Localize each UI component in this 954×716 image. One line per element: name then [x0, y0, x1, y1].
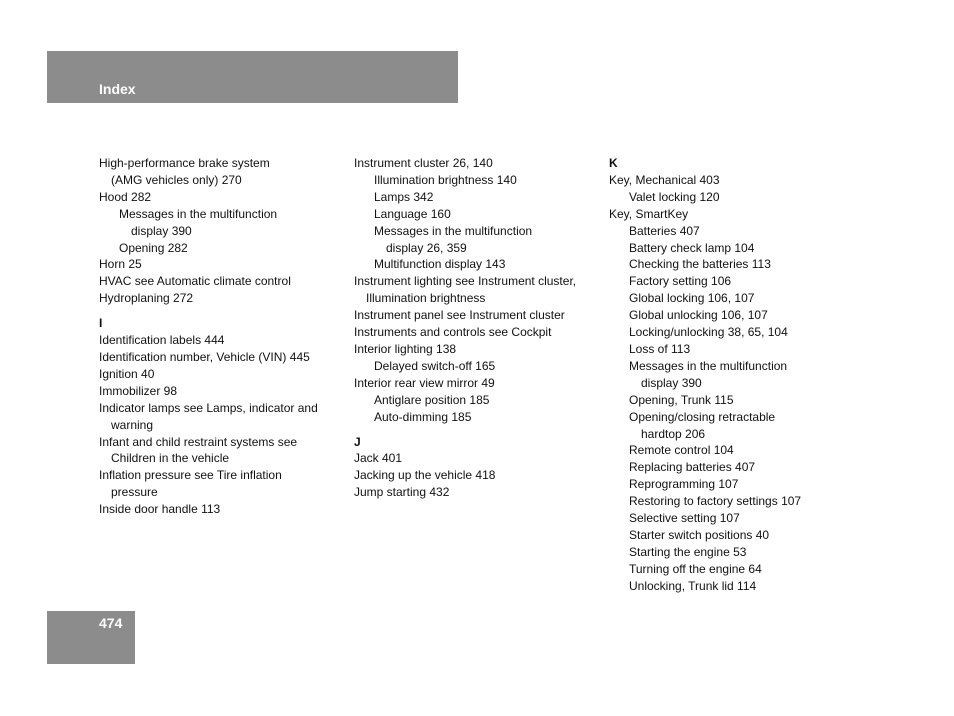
index-entry: Checking the batteries 113: [629, 257, 771, 272]
index-entry: Batteries 407: [629, 223, 700, 238]
index-entry: Remote control 104: [629, 443, 734, 458]
index-entry: Opening, Trunk 115: [629, 392, 734, 407]
page-title: Index: [99, 81, 136, 97]
index-entry: Immobilizer 98: [99, 383, 178, 398]
index-entry: Language 160: [374, 206, 451, 221]
index-entry: Reprogramming 107: [629, 477, 739, 492]
index-entry: Children in the vehicle: [111, 451, 230, 466]
index-entry: Opening/closing retractable: [629, 409, 776, 424]
index-entry: Illumination brightness: [366, 291, 486, 306]
index-entry: Starting the engine 53: [629, 544, 747, 559]
index-entry: Multifunction display 143: [374, 257, 506, 272]
index-letter-heading: K: [609, 156, 618, 170]
index-entry: Valet locking 120: [629, 189, 720, 204]
index-entry: Opening 282: [119, 240, 188, 255]
index-entry: Starter switch positions 40: [629, 527, 770, 542]
index-entry: Jack 401: [354, 451, 403, 466]
index-column-2: [354, 155, 576, 501]
index-column-1: [99, 155, 318, 518]
index-entry: Inflation pressure see Tire inflation: [99, 468, 282, 483]
index-entry: Instrument panel see Instrument cluster: [354, 308, 565, 323]
index-entry: Jacking up the vehicle 418: [354, 468, 496, 483]
index-entry: HVAC see Automatic climate control: [99, 274, 291, 289]
index-entry: Unlocking, Trunk lid 114: [629, 578, 757, 593]
index-entry: Locking/unlocking 38, 65, 104: [629, 325, 788, 340]
index-entry: Replacing batteries 407: [629, 460, 756, 475]
index-entry: Auto-dimming 185: [374, 409, 472, 424]
index-entry: Horn 25: [99, 257, 142, 272]
index-entry: Key, Mechanical 403: [609, 172, 720, 187]
index-entry: Messages in the multifunction: [119, 206, 278, 221]
index-entry: Instrument cluster 26, 140: [354, 156, 493, 170]
index-entry: Restoring to factory settings 107: [629, 494, 802, 509]
index-entry: High-performance brake system: [99, 156, 270, 170]
index-entry: Interior lighting 138: [354, 341, 457, 356]
index-entry: Illumination brightness 140: [374, 172, 517, 187]
index-entry: (AMG vehicles only) 270: [111, 172, 242, 187]
index-entry: Turning off the engine 64: [629, 561, 762, 576]
index-entry: Lamps 342: [374, 189, 434, 204]
page-number-tab: [47, 611, 135, 664]
index-entry: pressure: [111, 485, 158, 500]
index-entry: Instrument lighting see Instrument cluster,: [354, 274, 577, 289]
index-entry: Global unlocking 106, 107: [629, 308, 768, 323]
index-entry: Infant and child restraint systems see: [99, 434, 298, 449]
index-letter-heading: I: [99, 316, 103, 331]
index-entry: Loss of 113: [629, 341, 691, 356]
index-entry: Hood 282: [99, 189, 152, 204]
page-number: 474: [99, 615, 123, 631]
index-entry: display 26, 359: [386, 240, 467, 255]
index-entry: Hydroplaning 272: [99, 291, 194, 306]
index-entry: Selective setting 107: [629, 511, 740, 526]
index-entry: hardtop 206: [641, 426, 706, 441]
index-entry: Interior rear view mirror 49: [354, 375, 495, 390]
index-entry: warning: [111, 417, 154, 432]
index-entry: Inside door handle 113: [99, 502, 221, 517]
index-entry: Antiglare position 185: [374, 392, 490, 407]
index-entry: Global locking 106, 107: [629, 291, 755, 306]
index-entry: Instruments and controls see Cockpit: [354, 325, 552, 340]
index-entry: Key, SmartKey: [609, 206, 689, 221]
index-entry: Jump starting 432: [354, 485, 450, 500]
index-entry: display 390: [641, 375, 702, 390]
index-entry: Identification labels 444: [99, 333, 225, 348]
header-bar: [47, 51, 458, 103]
index-letter-heading: J: [354, 434, 361, 449]
index-entry: Identification number, Vehicle (VIN) 445: [99, 349, 310, 364]
index-entry: display 390: [131, 223, 192, 238]
index-entry: Delayed switch-off 165: [374, 358, 496, 373]
index-entry: Factory setting 106: [629, 274, 732, 289]
index-entry: Indicator lamps see Lamps, indicator and: [99, 400, 318, 415]
index-entry: Messages in the multifunction: [629, 358, 788, 373]
index-column-3: [609, 155, 801, 595]
index-entry: Ignition 40: [99, 366, 155, 381]
index-entry: Battery check lamp 104: [629, 240, 755, 255]
index-entry: Messages in the multifunction: [374, 223, 533, 238]
